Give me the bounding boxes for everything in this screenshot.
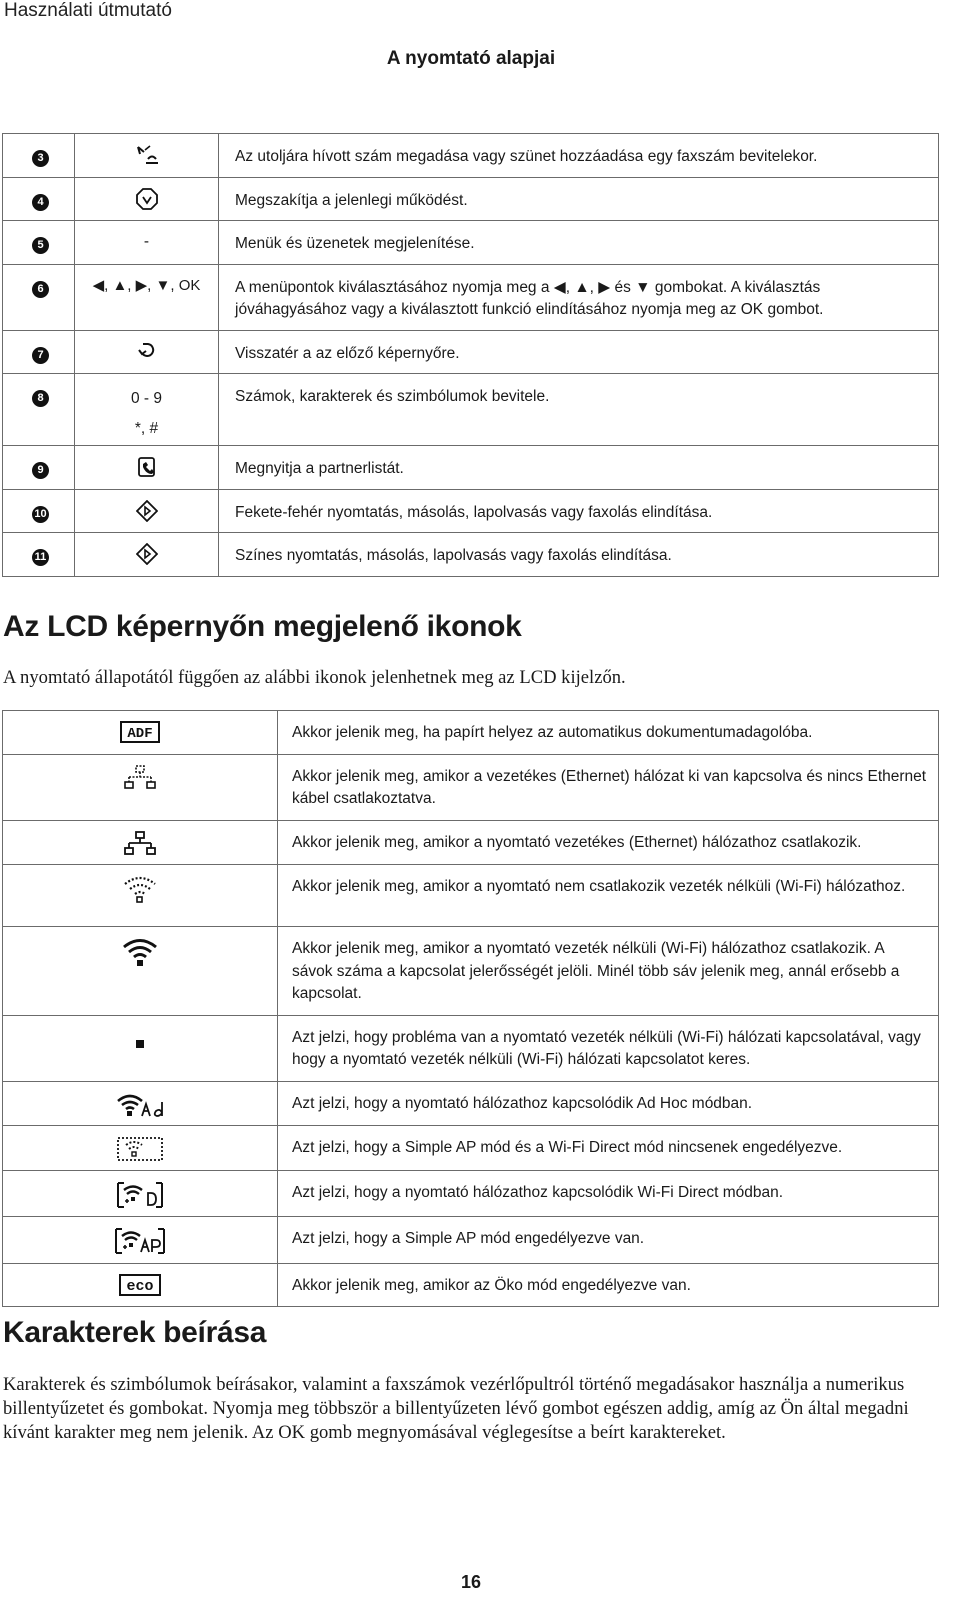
number-badge: 6: [32, 281, 49, 298]
table-row: [3, 865, 939, 927]
number-badge: 4: [32, 194, 49, 211]
wifi-disconnected-icon: [123, 875, 157, 911]
adf-icon: [120, 721, 160, 751]
table-row: [3, 177, 939, 221]
table-row: [3, 1217, 939, 1264]
table-row: [3, 1170, 939, 1217]
row-description: Azt jelzi, hogy a Simple AP mód és a Wi-Fi Direct mód nincsenek engedélyezve.: [278, 1126, 939, 1171]
ethernet-disconnected-icon: [124, 765, 156, 799]
back-icon: [138, 350, 156, 367]
number-badge: 5: [32, 237, 49, 254]
contacts-icon: [137, 465, 157, 482]
char-section-title: Karakterek beírása: [3, 1316, 267, 1349]
row-description: Akkor jelenik meg, ha papírt helyez az automatikus dokumentumadagolóba.: [278, 711, 939, 755]
row-description: Akkor jelenik meg, amikor az Öko mód engedélyezve van.: [278, 1263, 939, 1307]
table-row: [3, 1126, 939, 1171]
table-row: [3, 134, 939, 178]
button-key: 0 - 9: [130, 390, 162, 407]
row-description: Visszatér a az előző képernyőre.: [219, 330, 939, 374]
button-key: , OK: [170, 276, 201, 294]
row-description: Akkor jelenik meg, amikor a nyomtató nem csatlakozik vezeték nélküli (Wi-Fi) hálózathoz.: [278, 865, 939, 927]
svg-text:ADF: ADF: [127, 726, 153, 742]
simple-ap-icon: [114, 1227, 166, 1263]
row-description: Számok, karakterek és szimbólumok bevitele.: [219, 374, 939, 446]
table-row: [3, 711, 939, 755]
wifi-adhoc-icon: [116, 1092, 164, 1126]
table-row: [3, 330, 939, 374]
arrow-buttons-icon: ◀, ▲, ▶, ▼: [92, 276, 171, 294]
number-badge: 10: [32, 506, 49, 523]
table-row: [3, 489, 939, 533]
table-row: [3, 820, 939, 865]
redial-pause-icon: [135, 153, 159, 170]
table-row: [3, 533, 939, 577]
char-section-body: Karakterek és szimbólumok beírásakor, valamint a faxszámok vezérlőpultról történő megadásakor használja a numerikus billentyűzetet és gombokat. Nyomja meg többször a billentyűzeten lévő gombot egészen addig, amíg az Ön által megadni kívánt karakter meg nem jelenik. Az OK gomb megnyomásával véglegesítse a beírt karaktereket.: [3, 1374, 909, 1443]
row-description: Akkor jelenik meg, amikor a nyomtató vezeték nélküli (Wi-Fi) hálózathoz csatlakozik. A sávok száma a kapcsolat jelerősségét jelöli. Minél több sáv jelenik meg, annál erősebb a kapcsolat.: [278, 927, 939, 1016]
row-description: Azt jelzi, hogy a Simple AP mód engedélyezve van.: [278, 1217, 939, 1264]
table-row: [3, 374, 939, 446]
start-bw-icon: [136, 509, 158, 526]
table-row: [3, 1015, 939, 1081]
page-number: 16: [460, 1572, 482, 1592]
wifi-direct-icon: [116, 1181, 164, 1217]
number-badge: 9: [32, 462, 49, 479]
row-description: A menüpontok kiválasztásához nyomja meg a ◀, ▲, ▶ és ▼ gombokat. A kiválasztás jóváhagyásához vagy a kiválasztott funkció elindításához nyomja meg az OK gombot.: [219, 264, 939, 330]
table-row: [3, 754, 939, 820]
buttons-table: [2, 133, 939, 577]
number-badge: 11: [32, 549, 49, 566]
lcd-section-intro: A nyomtató állapotától függően az alábbi ikonok jelenhetnek meg az LCD kijelzőn.: [3, 667, 626, 688]
table-row: [3, 446, 939, 490]
number-badge: 3: [32, 150, 49, 167]
ethernet-connected-icon: [124, 831, 156, 865]
lcd-icons-table: [2, 710, 939, 1307]
wifi-connected-icon: [122, 937, 158, 975]
row-description: Akkor jelenik meg, amikor a vezetékes (Ethernet) hálózat ki van kapcsolva és nincs Ethernet kábel csatlakoztatva.: [278, 754, 939, 820]
table-row: [3, 927, 939, 1016]
button-key-symbols: *, #: [134, 420, 159, 437]
row-description: Színes nyomtatás, másolás, lapolvasás vagy faxolás elindítása.: [219, 533, 939, 577]
row-description: Fekete-fehér nyomtatás, másolás, lapolvasás vagy faxolás elindítása.: [219, 489, 939, 533]
table-row: [3, 221, 939, 265]
simple-ap-disabled-icon: [116, 1136, 164, 1170]
table-row: [3, 1263, 939, 1307]
stop-icon: [136, 197, 158, 214]
row-description: Menük és üzenetek megjelenítése.: [219, 221, 939, 265]
manual-title: Használati útmutató: [4, 0, 172, 21]
row-description: Az utoljára hívott szám megadása vagy szünet hozzáadása egy faxszám bevitelekor.: [219, 134, 939, 178]
row-description: Megszakítja a jelenlegi működést.: [219, 177, 939, 221]
svg-text:eco: eco: [126, 1277, 154, 1295]
row-description: Megnyitja a partnerlistát.: [219, 446, 939, 490]
section-title: A nyomtató alapjai: [386, 48, 556, 69]
number-badge: 8: [32, 390, 49, 407]
table-row: [3, 1081, 939, 1126]
eco-icon: [119, 1274, 161, 1304]
number-badge: 7: [32, 347, 49, 364]
button-key: -: [75, 221, 219, 265]
lcd-section-title: Az LCD képernyőn megjelenő ikonok: [3, 610, 522, 643]
start-color-icon: [136, 552, 158, 569]
row-description: Azt jelzi, hogy probléma van a nyomtató vezeték nélküli (Wi-Fi) hálózati kapcsolatával, vagy hogy a nyomtató vezeték nélküli (Wi-Fi) hálózati kapcsolatot keres.: [278, 1015, 939, 1081]
wifi-problem-icon: [133, 1036, 147, 1059]
row-description: Azt jelzi, hogy a nyomtató hálózathoz kapcsolódik Wi-Fi Direct módban.: [278, 1170, 939, 1217]
row-description: Akkor jelenik meg, amikor a nyomtató vezetékes (Ethernet) hálózathoz csatlakozik.: [278, 820, 939, 865]
row-description: Azt jelzi, hogy a nyomtató hálózathoz kapcsolódik Ad Hoc módban.: [278, 1081, 939, 1126]
table-row: [3, 264, 939, 330]
